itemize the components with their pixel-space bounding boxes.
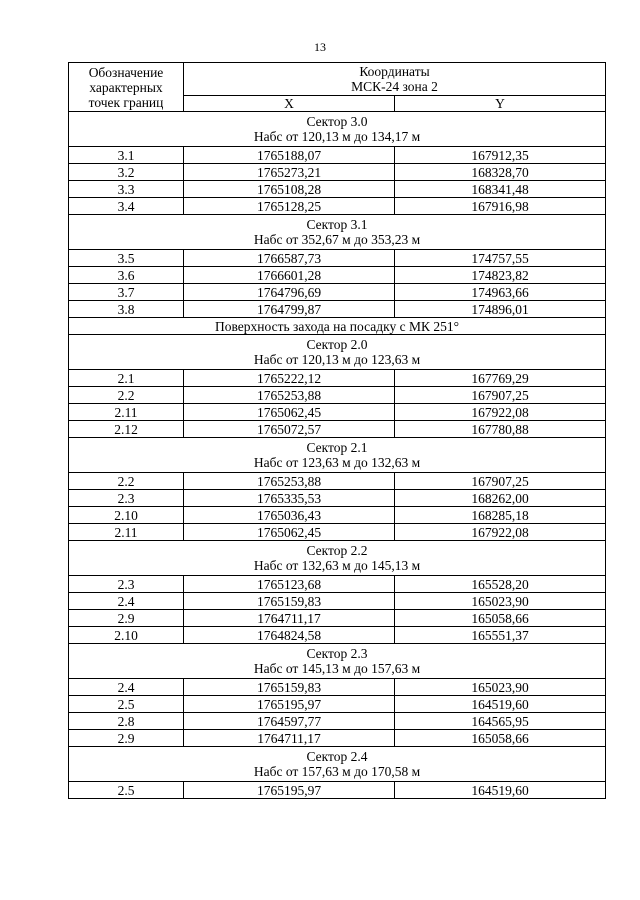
table-row — [69, 473, 606, 490]
y-coordinate-cell: 174823,82 — [395, 267, 606, 284]
x-coordinate-cell: 1764799,87 — [184, 301, 395, 318]
x-coordinate-cell: 1765128,25 — [184, 198, 395, 215]
section-header — [69, 335, 606, 370]
table-row — [69, 404, 606, 421]
y-coordinate-cell: 167912,35 — [395, 147, 606, 164]
x-coordinate-cell: 1766587,73 — [184, 250, 395, 267]
y-coordinate-cell: 165551,37 — [395, 627, 606, 644]
section-header-row — [69, 335, 606, 370]
y-coordinate-cell: 168285,18 — [395, 507, 606, 524]
point-cell: 2.12 — [69, 421, 184, 438]
y-coordinate-cell: 165058,66 — [395, 610, 606, 627]
x-coordinate-cell: 1765036,43 — [184, 507, 395, 524]
y-coordinate-cell: 165058,66 — [395, 730, 606, 747]
point-cell: 3.8 — [69, 301, 184, 318]
table-row — [69, 421, 606, 438]
x-coordinate-cell: 1764711,17 — [184, 730, 395, 747]
y-coordinate-cell: 167907,25 — [395, 387, 606, 404]
y-coordinate-cell: 174963,66 — [395, 284, 606, 301]
section-title: Сектор 3.0 — [306, 114, 368, 129]
point-cell: 2.2 — [69, 387, 184, 404]
table-row — [69, 164, 606, 181]
point-cell: 2.5 — [69, 696, 184, 713]
section-header-row — [69, 644, 606, 679]
point-cell: 2.1 — [69, 370, 184, 387]
y-column-header: Y — [395, 96, 606, 112]
y-coordinate-cell: 167916,98 — [395, 198, 606, 215]
point-cell: 2.3 — [69, 490, 184, 507]
table-row — [69, 267, 606, 284]
table-row — [69, 627, 606, 644]
point-cell: 2.9 — [69, 610, 184, 627]
table-row — [69, 730, 606, 747]
y-coordinate-cell: 164519,60 — [395, 696, 606, 713]
x-coordinate-cell: 1765335,53 — [184, 490, 395, 507]
table-row — [69, 610, 606, 627]
y-coordinate-cell: 174896,01 — [395, 301, 606, 318]
y-coordinate-cell: 168262,00 — [395, 490, 606, 507]
designation-header — [69, 63, 184, 112]
point-cell: 2.2 — [69, 473, 184, 490]
section-header — [69, 644, 606, 679]
table-row — [69, 524, 606, 541]
table-row — [69, 147, 606, 164]
table-row — [69, 370, 606, 387]
section-height-range: Набс от 352,67 м до 353,23 м — [253, 232, 421, 247]
x-coordinate-cell: 1765062,45 — [184, 524, 395, 541]
x-coordinate-cell: 1765188,07 — [184, 147, 395, 164]
table-row — [69, 507, 606, 524]
point-cell: 2.8 — [69, 713, 184, 730]
section-title: Сектор 2.0 — [306, 337, 368, 352]
section-header — [69, 215, 606, 250]
x-coordinate-cell: 1765253,88 — [184, 473, 395, 490]
section-height-range: Набс от 145,13 м до 157,63 м — [253, 661, 421, 676]
x-coordinate-cell: 1764711,17 — [184, 610, 395, 627]
point-cell: 3.4 — [69, 198, 184, 215]
x-coordinate-cell: 1765159,83 — [184, 679, 395, 696]
section-height-range: Набс от 120,13 м до 134,17 м — [253, 129, 421, 144]
section-header — [69, 112, 606, 147]
section-height-range: Набс от 132,63 м до 145,13 м — [253, 558, 421, 573]
y-coordinate-cell: 167769,29 — [395, 370, 606, 387]
table-row — [69, 198, 606, 215]
section-header-row — [69, 112, 606, 147]
y-coordinate-cell: 174757,55 — [395, 250, 606, 267]
section-title: Сектор 2.1 — [306, 440, 368, 455]
table-row — [69, 679, 606, 696]
y-coordinate-cell: 165023,90 — [395, 593, 606, 610]
table-row — [69, 713, 606, 730]
designation-header-line: характерных — [89, 79, 163, 95]
coordinates-table — [68, 62, 606, 799]
point-cell: 3.5 — [69, 250, 184, 267]
point-cell: 3.7 — [69, 284, 184, 301]
coordinates-header — [184, 63, 606, 96]
x-coordinate-cell: 1764824,58 — [184, 627, 395, 644]
surface-title: Поверхность захода на посадку с МК 251° — [69, 318, 606, 335]
table-row — [69, 593, 606, 610]
section-header — [69, 541, 606, 576]
coordinates-header-system: МСК-24 зона 2 — [351, 79, 438, 94]
x-coordinate-cell: 1764796,69 — [184, 284, 395, 301]
y-coordinate-cell: 165528,20 — [395, 576, 606, 593]
designation-header-line: точек границ — [88, 94, 164, 110]
table-row — [69, 387, 606, 404]
section-title: Сектор 2.4 — [306, 749, 368, 764]
x-column-header: X — [184, 96, 395, 112]
y-coordinate-cell: 167780,88 — [395, 421, 606, 438]
table-row — [69, 301, 606, 318]
section-header-row — [69, 438, 606, 473]
table-row — [69, 250, 606, 267]
y-coordinate-cell: 167922,08 — [395, 404, 606, 421]
point-cell: 2.10 — [69, 627, 184, 644]
surface-title-row — [69, 318, 606, 335]
table-header-row — [69, 63, 606, 96]
point-cell: 2.3 — [69, 576, 184, 593]
table-row — [69, 576, 606, 593]
x-coordinate-cell: 1765159,83 — [184, 593, 395, 610]
table-row — [69, 284, 606, 301]
y-coordinate-cell: 165023,90 — [395, 679, 606, 696]
point-cell: 2.5 — [69, 782, 184, 799]
x-coordinate-cell: 1765195,97 — [184, 696, 395, 713]
section-header-row — [69, 541, 606, 576]
x-coordinate-cell: 1765195,97 — [184, 782, 395, 799]
point-cell: 2.4 — [69, 679, 184, 696]
section-title: Сектор 3.1 — [306, 217, 368, 232]
x-coordinate-cell: 1766601,28 — [184, 267, 395, 284]
table-row — [69, 696, 606, 713]
point-cell: 2.11 — [69, 404, 184, 421]
point-cell: 2.9 — [69, 730, 184, 747]
x-coordinate-cell: 1765273,21 — [184, 164, 395, 181]
y-coordinate-cell: 168341,48 — [395, 181, 606, 198]
section-header-row — [69, 215, 606, 250]
point-cell: 2.11 — [69, 524, 184, 541]
section-title: Сектор 2.2 — [306, 543, 368, 558]
point-cell: 3.3 — [69, 181, 184, 198]
point-cell: 2.4 — [69, 593, 184, 610]
point-cell: 2.10 — [69, 507, 184, 524]
y-coordinate-cell: 167922,08 — [395, 524, 606, 541]
x-coordinate-cell: 1765253,88 — [184, 387, 395, 404]
x-coordinate-cell: 1765072,57 — [184, 421, 395, 438]
point-cell: 3.6 — [69, 267, 184, 284]
x-coordinate-cell: 1764597,77 — [184, 713, 395, 730]
section-header-row — [69, 747, 606, 782]
y-coordinate-cell: 164519,60 — [395, 782, 606, 799]
x-coordinate-cell: 1765108,28 — [184, 181, 395, 198]
table-row — [69, 782, 606, 799]
y-coordinate-cell: 167907,25 — [395, 473, 606, 490]
designation-header-line: Обозначение — [88, 64, 164, 80]
x-coordinate-cell: 1765123,68 — [184, 576, 395, 593]
table-row — [69, 181, 606, 198]
point-cell: 3.2 — [69, 164, 184, 181]
y-coordinate-cell: 168328,70 — [395, 164, 606, 181]
coordinates-header-title: Координаты — [359, 64, 430, 79]
section-header — [69, 438, 606, 473]
y-coordinate-cell: 164565,95 — [395, 713, 606, 730]
section-title: Сектор 2.3 — [306, 646, 368, 661]
section-header — [69, 747, 606, 782]
section-height-range: Набс от 120,13 м до 123,63 м — [253, 352, 421, 367]
point-cell: 3.1 — [69, 147, 184, 164]
table-row — [69, 490, 606, 507]
x-coordinate-cell: 1765062,45 — [184, 404, 395, 421]
section-height-range: Набс от 157,63 м до 170,58 м — [253, 764, 421, 779]
page-number: 13 — [314, 40, 326, 54]
section-height-range: Набс от 123,63 м до 132,63 м — [253, 455, 421, 470]
x-coordinate-cell: 1765222,12 — [184, 370, 395, 387]
